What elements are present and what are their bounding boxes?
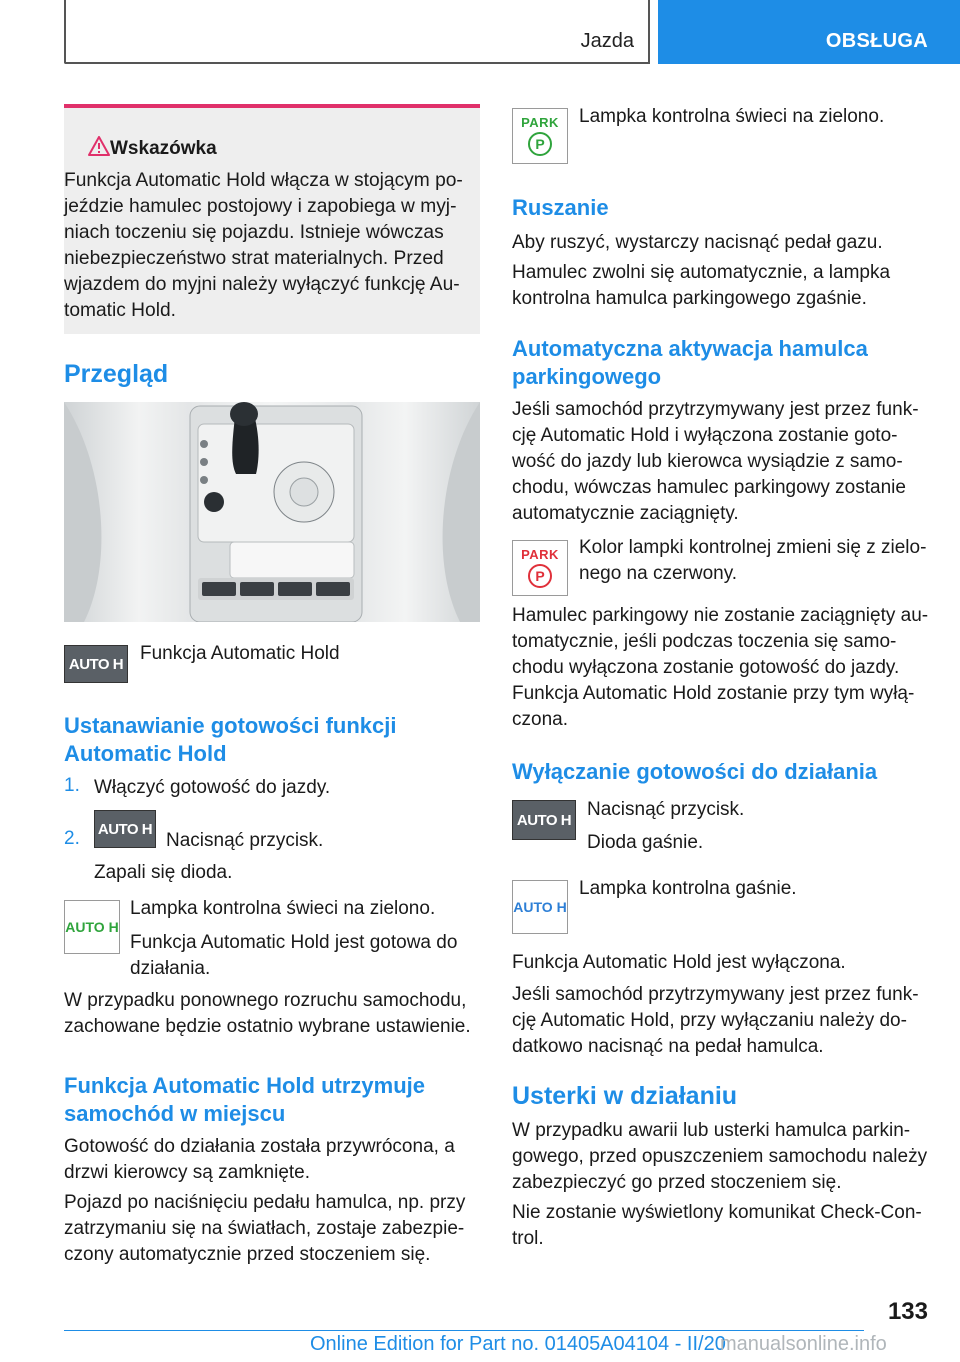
led-off-text: Dioda gaśnie. [587,832,704,853]
fault-paragraph-1: W przypadku awarii lub usterki hamulca parkin- gowego, przed opuszczeniem samochodu należy zabezpieczyć go przed stoczeniem się. [512,1120,928,1193]
heading-overview: Przegląd [64,360,169,388]
auto-h-button-icon: AUTO H [512,800,576,840]
heading-hold: Funkcja Automatic Hold utrzymuje samochód w miejscu [64,1073,426,1126]
off-paragraph-1: Funkcja Automatic Hold jest wyłączona. [512,952,846,973]
hold-paragraph-2: Pojazd po naciśnięciu pedału hamulca, np. przy zatrzymaniu się na światłach, zostaje zabezpie- czony automatycznie przed stoczeniem się. [64,1192,466,1265]
ready-text: Funkcja Automatic Hold jest gotowa do działania. [130,932,458,979]
heading-readiness: Ustanawianie gotowości funkcji Automatic Hold [64,713,397,766]
auto-h-off-lamp-icon: AUTO H [512,880,568,934]
step-2-text: Nacisnąć przycisk. [166,830,324,851]
off-paragraph-2: Jeśli samochód przytrzymywany jest przez funk- cję Automatic Hold, przy wyłączaniu należy do- datkowo nacisnąć na pedał hamulca. [512,984,919,1057]
footer-rule [64,1330,864,1331]
heading-faults: Usterki w działaniu [512,1082,738,1110]
warning-triangle-icon [88,136,110,156]
auto-paragraph-2: Hamulec parkingowy nie zostanie zaciągnięty au- tomatycznie, jeśli podczas toczenia się samo- chodu wyłączona zostanie gotowość do jazdy. Funkcja Automatic Hold zostanie przy tym wyłą- czona. [512,605,929,730]
header-section-label: Jazda [580,30,634,52]
hold-paragraph-1: Gotowość do działania została przywrócona, a drzwi kierowcy są zamknięte. [64,1136,455,1183]
auto-paragraph-1: Jeśli samochód przytrzymywany jest przez funk- cję Automatic Hold i wyłączona zostanie goto- wość do jazdy lub kierowca wysiądzie z samo- chodu, wówczas hamulec parkingowy zostanie automatycznie zaciągnięty. [512,399,919,524]
note-body: Funkcja Automatic Hold włącza w stojącym po- jeździe hamulec postojowy i zapobiega w myj- niach toczeniu się pojazdu. Istnieje wówczas niebezpieczeństwo strat materialnych. Przed wjazdem do myjni należy wyłączyć funkcję Au- tomatic Hold. [64,170,463,321]
start-paragraph-1: Aby ruszyć, wystarczy nacisnąć pedał gazu. [512,232,883,253]
led-on-text: Zapali się dioda. [94,862,233,883]
page-number: 133 [887,1298,928,1325]
heading-start: Ruszanie [512,195,609,220]
auto-h-button-icon: AUTO H [94,810,156,848]
footer-edition: Online Edition for Part no. 01405A04104 - II/20 [310,1333,726,1355]
header-chapter-tab [658,0,960,64]
header-section-tab [64,0,650,64]
step-2-number: 2. [64,828,80,849]
heading-deactivation: Wyłączanie gotowości do działania [512,759,878,784]
press-text: Nacisnąć przycisk. [587,799,745,820]
step-1-text: Włączyć gotowość do jazdy. [94,777,331,798]
park-green-text: Lampka kontrolna świeci na zielono. [579,106,885,127]
header-chapter-label: OBSŁUGA [825,30,928,52]
green-lamp-text: Lampka kontrolna świeci na zielono. [130,898,436,919]
auto-h-green-lamp-icon: AUTO H [64,900,120,954]
restart-text: W przypadku ponownego rozruchu samochodu, zachowane będzie ostatnio wybrane ustawienie. [64,990,471,1037]
note-title: Wskazówka [110,138,217,159]
center-console-photo [64,402,480,622]
warning-note [64,104,480,334]
console-illustration [64,402,480,622]
start-paragraph-2: Hamulec zwolni się automatycznie, a lampka kontrolna hamulca parkingowego zgaśnie. [512,262,891,309]
auto-h-button-icon: AUTO H [64,645,128,683]
park-red-text: Kolor lampki kontrolnej zmieni się z zielo- nego na czerwony. [579,537,927,584]
lamp-off-text: Lampka kontrolna gaśnie. [579,878,797,899]
park-green-lamp-icon: PARK P [512,108,568,164]
heading-auto-activation: Automatyczna aktywacja hamulca parkingowego [512,336,868,389]
park-red-lamp-icon: PARK P [512,540,568,596]
step-1-number: 1. [64,775,80,796]
auto-h-caption: Funkcja Automatic Hold [140,643,340,664]
footer-watermark: manualsonline.info [720,1333,887,1355]
fault-paragraph-2: Nie zostanie wyświetlony komunikat Check-Con- trol. [512,1202,922,1249]
